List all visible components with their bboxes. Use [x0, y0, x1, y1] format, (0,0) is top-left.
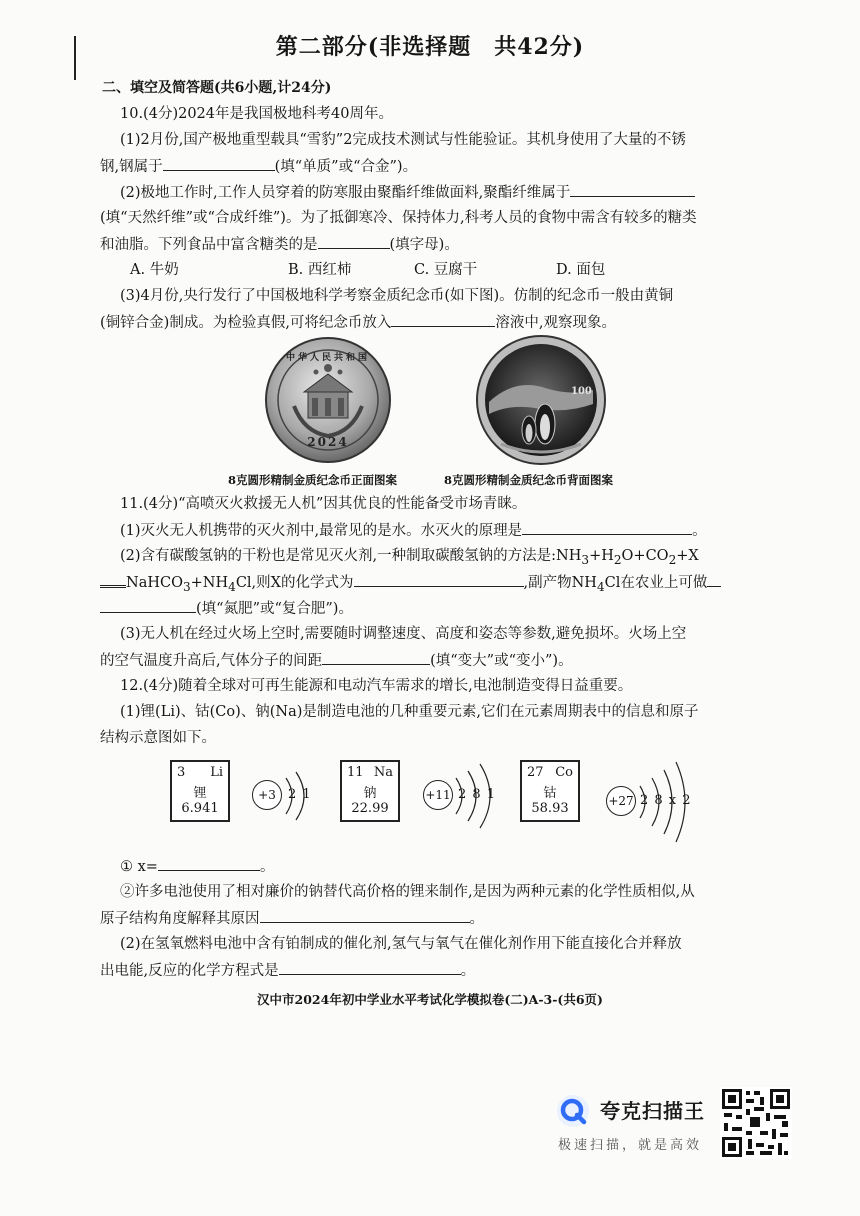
coin-front-caption: 8克圆形精制金质纪念币正面图案: [228, 473, 397, 487]
scanner-slogan: 极速扫描，就是高效: [558, 1138, 703, 1153]
element-card-co: 27 Co 钴 58.93: [520, 760, 580, 822]
q11-part2-line2: $NaHCO_3+NH_4Cl$,则X的化学式为 ,副产物$NH_4Cl$在农业上可做: [100, 572, 721, 597]
element-card-na: 11 Na 钠 22.99: [340, 760, 400, 822]
q11-part1: (1)灭火无人机携带的灭火剂中,最常见的是水。水灭火的原理是 。: [120, 520, 707, 541]
page-footer: 汉中市2024年初中学业水平考试化学模拟卷(二)A-3-(共6页): [257, 992, 603, 1007]
q11-stem: 11.(4分)“高喷灭火救援无人机”因其优良的性能备受市场青睐。: [120, 496, 527, 512]
q10-part1-line2: 钢,钢属于 (填“单质”或“合金”)。: [100, 156, 417, 177]
choice-d[interactable]: D. 面包: [556, 262, 606, 278]
answer-blank[interactable]: [279, 960, 461, 975]
q10-part2-line1: (2)极地工作时,工作人员穿着的防寒服由聚酯纤维做面料,聚酯纤维属于: [120, 182, 695, 203]
q11-part3-line1: (3)无人机在经过火场上空时,需要随时调整速度、高度和姿态等参数,避免损坏。火场上空: [120, 626, 687, 642]
choice-a[interactable]: A. 牛奶: [130, 262, 179, 278]
answer-blank[interactable]: [318, 234, 390, 249]
q11-part2-line3: (填“氮肥”或“复合肥”)。: [100, 598, 353, 619]
coin-back-value: 100: [571, 386, 592, 397]
coin-front-year: 2024: [307, 435, 349, 449]
q11-part2-line1: (2)含有碳酸氢钠的干粉也是常见灭火剂,一种制取碳酸氢钠的方法是$:NH_3+H_2O+CO_2+X$: [120, 548, 699, 567]
coin-back-image: [475, 334, 607, 466]
choice-c[interactable]: C. 豆腐干: [414, 262, 478, 278]
coin-front-rim-text: 中华人民共和国: [285, 353, 370, 363]
answer-blank[interactable]: [163, 156, 275, 171]
nucleus-co: +27: [606, 786, 636, 816]
element-card-li: 3 Li 锂 6.941: [170, 760, 230, 822]
q12-part1-line1: (1)锂(Li)、钴(Co)、钠(Na)是制造电池的几种重要元素,它们在元素周期表中的信息和原子: [120, 704, 699, 720]
q10-part2-line2: (填“天然纤维”或“合成纤维”)。为了抵御寒冷、保持体力,科考人员的食物中需含有较多的糖类: [100, 210, 697, 226]
shells-li: 2 1: [288, 787, 312, 802]
q10-part3-line2: (铜锌合金)制成。为检验真假,可将纪念币放入 溶液中,观察现象。: [100, 312, 616, 333]
q12-part1-line2: 结构示意图如下。: [100, 730, 216, 746]
coin-back-caption: 8克圆形精制金质纪念币背面图案: [444, 473, 613, 487]
q11-part3-line2: 的空气温度升高后,气体分子的间距 (填“变大”或“变小”)。: [100, 650, 573, 671]
answer-blank[interactable]: [522, 520, 692, 535]
choice-b[interactable]: B. 西红柿: [288, 262, 352, 278]
q10-part1-line1: (1)2月份,国产极地重型载具“雪豹”2完成技术测试与性能验证。其机身使用了大量的不锈: [120, 132, 686, 148]
q12-stem: 12.(4分)随着全球对可再生能源和电动汽车需求的增长,电池制造变得日益重要。: [120, 678, 633, 694]
shells-na: 2 8 1: [458, 787, 497, 802]
q12-part2-line2: 出电能,反应的化学方程式是 。: [100, 960, 475, 981]
shells-co: 2 8 x 2: [640, 793, 692, 808]
answer-blank[interactable]: [391, 312, 495, 327]
coin-front-image: [264, 336, 392, 464]
nucleus-li: +3: [252, 780, 282, 810]
q10-part3-line1: (3)4月份,央行发行了中国极地科学考察金质纪念币(如下图)。仿制的纪念币一般由黄铜: [120, 288, 674, 304]
q12-part2-line1: (2)在氢氧燃料电池中含有铂制成的催化剂,氢气与氧气在催化剂作用下能直接化合并释放: [120, 936, 682, 952]
scanner-brand-name: 夸克扫描王: [600, 1099, 705, 1123]
answer-blank[interactable]: [570, 182, 695, 197]
section-heading: 二、填空及简答题(共6小题,计24分): [102, 80, 332, 96]
equation-sign: [100, 579, 126, 588]
nucleus-na: +11: [423, 780, 453, 810]
q10-part2-line3: 和油脂。下列食品中富含糖类的是 (填字母)。: [100, 234, 459, 255]
page-title: 第二部分(非选择题 共42分): [275, 34, 585, 60]
answer-blank[interactable]: [100, 598, 196, 613]
answer-blank[interactable]: [707, 572, 721, 587]
q12-sub2-line2: 原子结构角度解释其原因 。: [100, 908, 484, 929]
q12-sub1: ① x= 。: [120, 856, 274, 877]
answer-blank[interactable]: [260, 908, 470, 923]
q12-sub2-line1: ②许多电池使用了相对廉价的钠替代高价格的锂来制作,是因为两种元素的化学性质相似,从: [120, 884, 695, 900]
answer-blank[interactable]: [158, 856, 260, 871]
q10-stem: 10.(4分)2024年是我国极地科考40周年。: [120, 106, 393, 122]
quark-logo-icon: [556, 1094, 590, 1128]
answer-blank[interactable]: [322, 650, 430, 665]
qr-code-icon: [720, 1087, 792, 1159]
answer-blank[interactable]: [354, 572, 524, 587]
